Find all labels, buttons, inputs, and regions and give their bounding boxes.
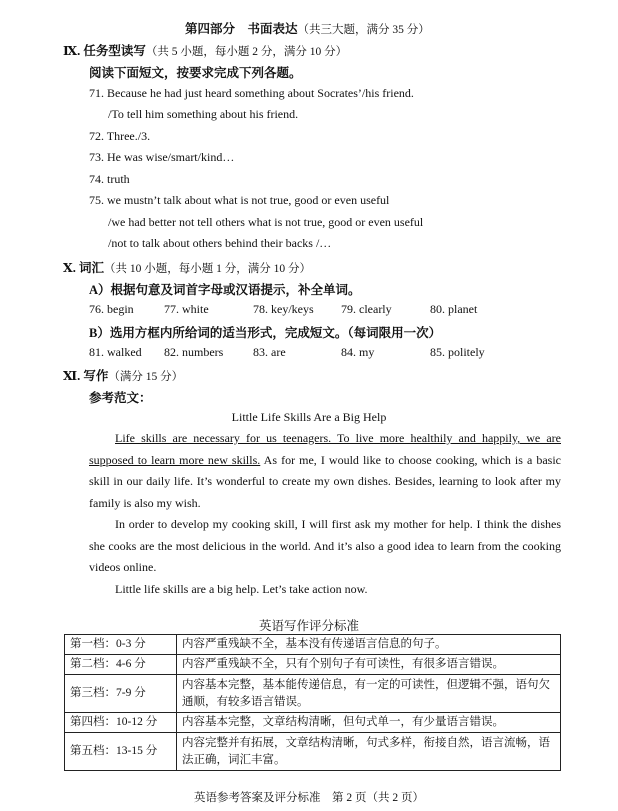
answer-line: 75. we mustn’t talk about what is not true, good or even useful: [89, 193, 390, 207]
rubric-level: 第一档：0-3 分: [65, 635, 177, 655]
essay-topic-sentence: Life skills are necessary for us teenagers. To live more healthily and happily, we are supposed to learn more new skills.: [89, 431, 561, 467]
part11-heading: [63, 366, 183, 384]
vocab-answer: 80. planet: [430, 302, 478, 316]
part10-sub-a: A）根据句意及词首字母或汉语提示，补全单词。: [89, 283, 361, 297]
section-title-text: 第四部分 书面表达: [185, 22, 298, 36]
vocab-answer: 76. begin: [89, 302, 134, 316]
rubric-table: [64, 634, 561, 771]
vocab-answer: 77. white: [164, 302, 209, 316]
vocab-answer: 84. my: [341, 345, 375, 359]
part9-heading-text: Ⅸ. 任务型读写: [63, 44, 146, 58]
rubric-level: 第二档：4-6 分: [65, 655, 177, 675]
answer-line: 71. Because he had just heard something about Socrates’/his friend.: [89, 86, 414, 100]
vocab-answer: 83. are: [253, 345, 286, 359]
section-title-note: （共三大题，满分 35 分）: [297, 24, 430, 36]
rubric-description: 内容基本完整，基本能传递信息，有一定的可读性，但逻辑不强，语句欠通顺，有较多语言错误。: [177, 675, 561, 713]
part10-heading-text: Ⅹ. 词汇: [63, 261, 104, 275]
essay-paragraph-1-rest: As for me, I would like to choose cooking, which is a basic skill in our daily life. It’s wonderful to create my own dishes. Besides, learning to look after my family is also my wish.: [89, 452, 561, 510]
rubric-level: 第四档：10-12 分: [65, 713, 177, 733]
part10-sub-b: B）选用方框内所给词的适当形式，完成短文。（每词限用一次）: [89, 326, 442, 340]
answer-line: 72. Three./3.: [89, 129, 151, 143]
section-title: [185, 19, 430, 37]
table-row: [65, 733, 561, 771]
part9-note: （共 5 小题，每小题 2 分，满分 10 分）: [145, 46, 348, 58]
part9-heading: [63, 41, 347, 59]
rubric-title: 英语写作评分标准: [258, 619, 359, 633]
rubric-description: 内容基本完整，文章结构清晰，但句式单一，有少量语言错误。: [177, 713, 561, 733]
answer-line: 73. He was wise/smart/kind…: [89, 150, 235, 164]
answer-line: /not to talk about others behind their backs /…: [108, 236, 332, 250]
sample-essay-label: 参考范文：: [89, 391, 152, 405]
vocab-answer: 79. clearly: [341, 302, 392, 316]
vocab-answer: 81. walked: [89, 345, 142, 359]
vocab-answer: 78. key/keys: [253, 302, 314, 316]
table-row: [65, 713, 561, 733]
part10-note: （共 10 小题，每小题 1 分，满分 10 分）: [103, 263, 311, 275]
part11-note: （满分 15 分）: [108, 371, 184, 383]
part10-heading: [63, 258, 311, 276]
essay-paragraph-2: In order to develop my cooking skill, I will first ask my mother for help. I think the dishes she cooks are the most delicious in the world. And it’s also a good idea to learn from the cooking videos online.: [89, 517, 561, 574]
rubric-level: 第三档：7-9 分: [65, 675, 177, 713]
table-row: [65, 635, 561, 655]
essay-paragraph-3: Little life skills are a big help. Let’s take action now.: [115, 582, 368, 596]
part9-instruction: 阅读下面短文，按要求完成下列各题。: [89, 66, 302, 80]
rubric-level: 第五档：13-15 分: [65, 733, 177, 771]
rubric-description: 内容严重残缺不全，只有个别句子有可读性，有很多语言错误。: [177, 655, 561, 675]
table-row: [65, 675, 561, 713]
rubric-description: 内容完整并有拓展，文章结构清晰，句式多样，衔接自然，语言流畅，语法正确，词汇丰富。: [177, 733, 561, 771]
answer-line: /To tell him something about his friend.: [108, 107, 299, 121]
table-row: [65, 655, 561, 675]
page-footer: 英语参考答案及评分标准 第 2 页（共 2 页）: [194, 792, 424, 804]
answer-line: /we had better not tell others what is not true, good or even useful: [108, 215, 424, 229]
part11-heading-text: Ⅺ. 写作: [63, 369, 109, 383]
essay-paragraph-1: [89, 428, 561, 514]
answer-line: 74. truth: [89, 172, 130, 186]
vocab-answer: 85. politely: [430, 345, 485, 359]
essay-title: Little Life Skills Are a Big Help: [231, 410, 387, 424]
vocab-answer: 82. numbers: [164, 345, 224, 359]
rubric-description: 内容严重残缺不全，基本没有传递语言信息的句子。: [177, 635, 561, 655]
